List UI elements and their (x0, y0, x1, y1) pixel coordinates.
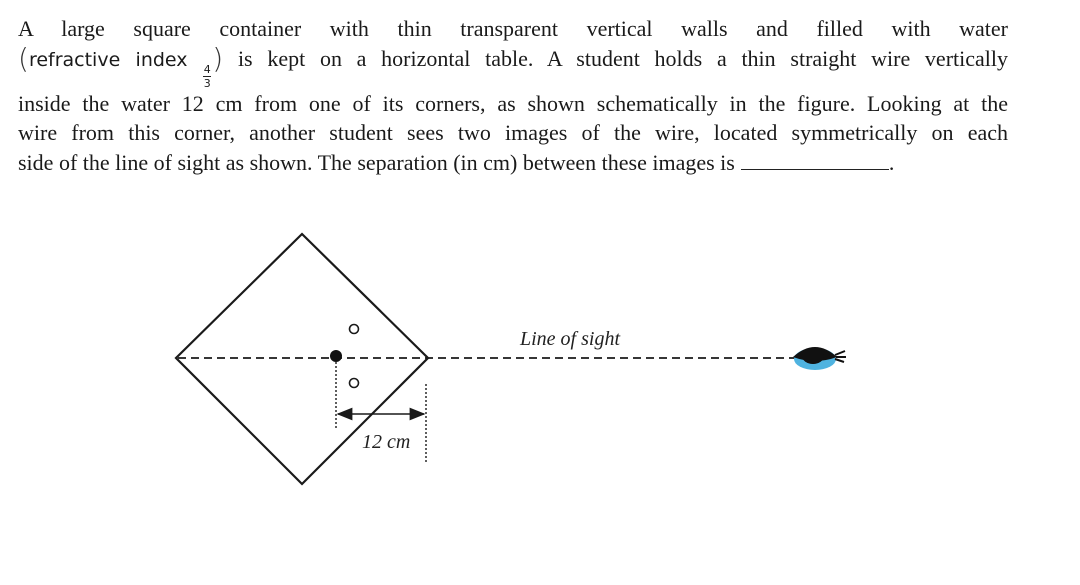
wire-image-upper (350, 325, 359, 334)
distance-label: 12 cm (362, 431, 411, 453)
question-line-5-end: . (888, 149, 895, 175)
fraction-numerator: 4 (203, 62, 211, 76)
question-line-3: inside the water 12 cm from one of its corners, as shown schematically in the figure. Looking at the (18, 90, 1008, 116)
fraction-denominator: 3 (203, 76, 211, 90)
refractive-index-label: refractive index (28, 48, 188, 71)
question-line-5-text: side of the line of sight as shown. The separation (in cm) between these images is (18, 149, 735, 175)
open-paren: ( (18, 41, 29, 75)
wire-dot (330, 350, 342, 362)
close-paren: ) (212, 41, 224, 75)
eye-icon (793, 347, 846, 370)
question-line-4: wire from this corner, another student sees two images of the wire, located symmetrically on each (18, 120, 1008, 145)
line-of-sight-label: Line of sight (520, 328, 621, 350)
wire-image-lower (350, 379, 359, 388)
question-line-2-rest: is kept on a horizontal table. A student holds a thin straight wire vertically (237, 45, 1009, 71)
question-line-1: A large square container with thin transparent vertical walls and filled with water (18, 16, 1008, 41)
